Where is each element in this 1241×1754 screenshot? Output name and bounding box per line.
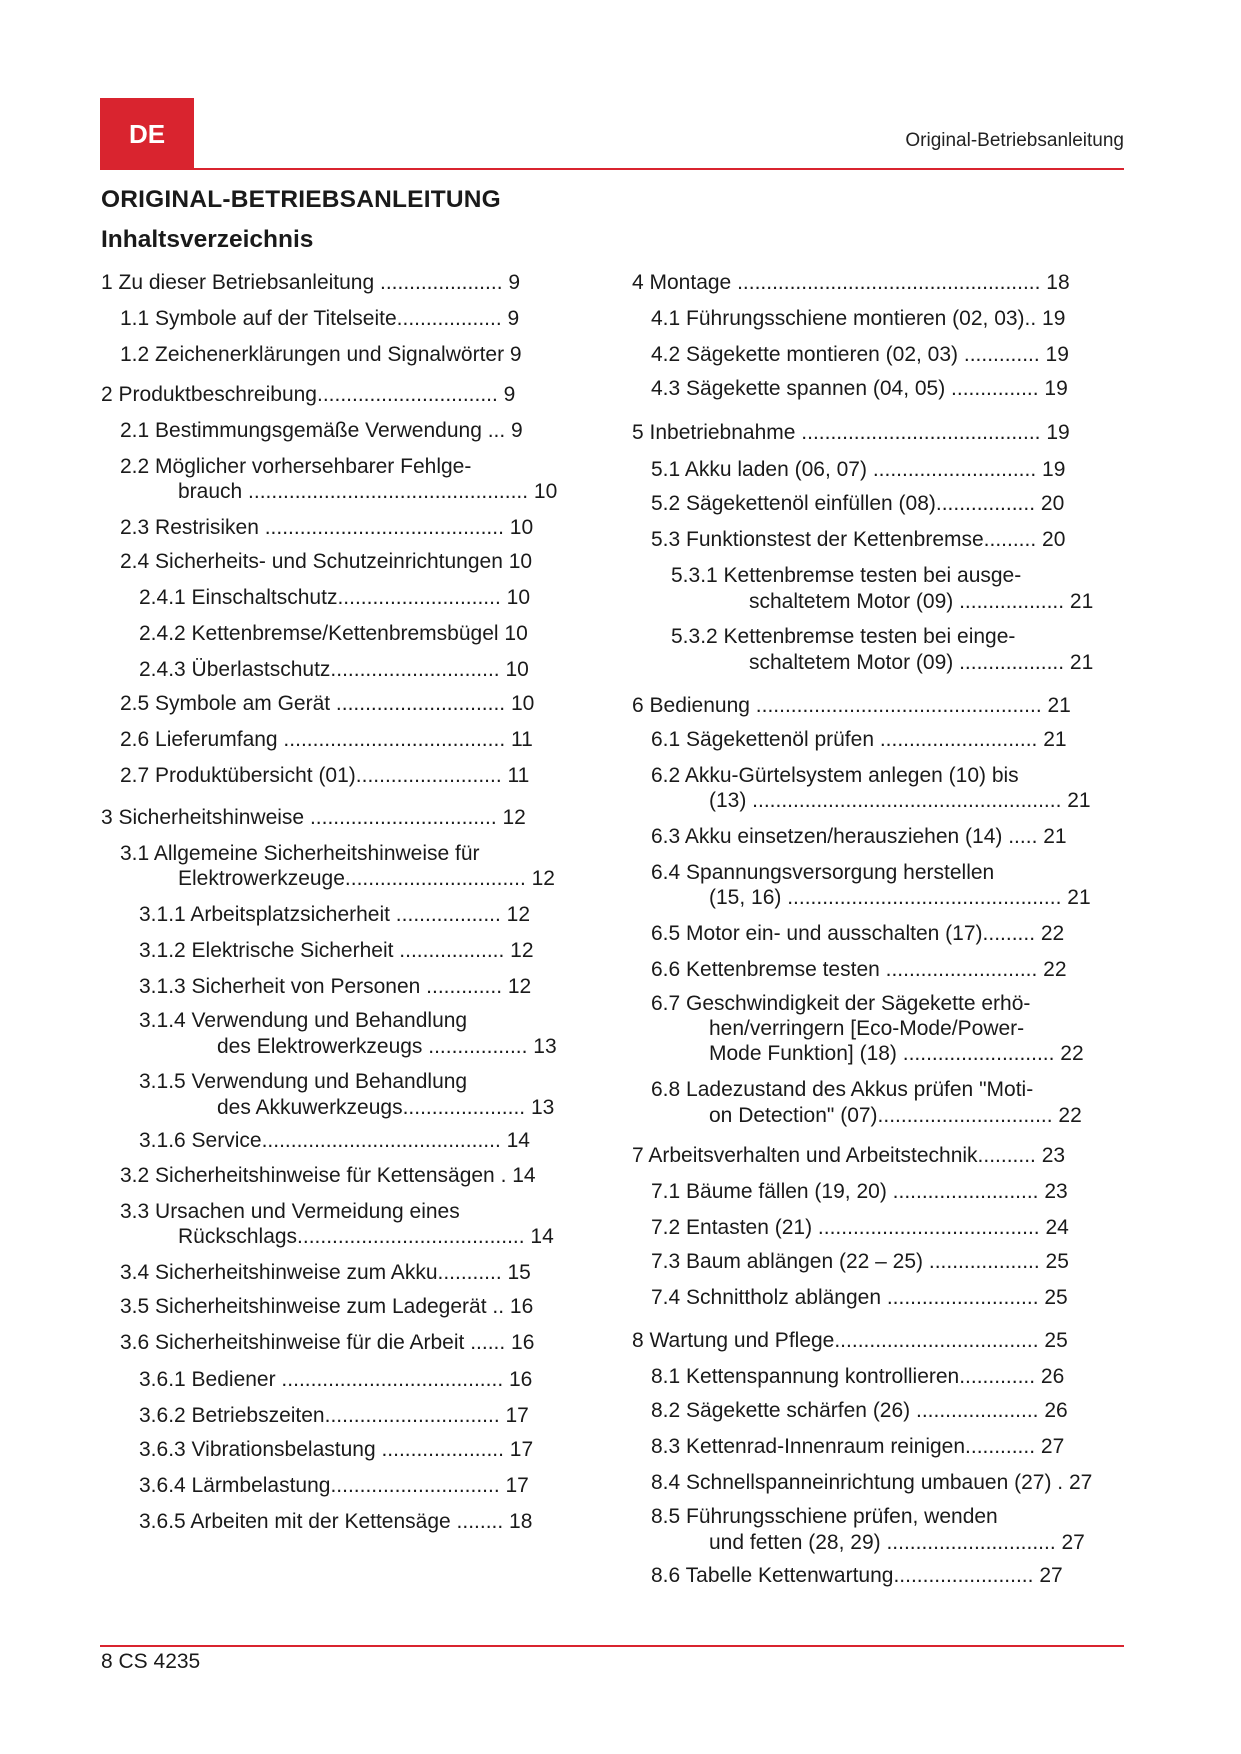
language-badge: DE [100,98,194,170]
toc-entry-continuation[interactable]: hen/verringern [Eco-Mode/Power- [709,1017,1025,1040]
toc-entry[interactable]: 3.6 Sicherheitshinweise für die Arbeit ...... 16 [120,1331,535,1354]
toc-entry-continuation[interactable]: und fetten (28, 29) ............................. 27 [709,1531,1085,1554]
toc-entry[interactable]: 2 Produktbeschreibung............................... 9 [101,383,516,406]
toc-entry[interactable]: 3.6.3 Vibrationsbelastung ..................... 17 [139,1438,534,1461]
document-title: ORIGINAL-BETRIEBSANLEITUNG [101,186,501,213]
toc-entry[interactable]: 7.2 Entasten (21) ...................................... 24 [651,1216,1069,1239]
footer-divider [100,1645,1124,1647]
toc-entry[interactable]: 1.2 Zeichenerklärungen und Signalwörter 9 [120,343,522,366]
toc-entry[interactable]: 6.8 Ladezustand des Akkus prüfen "Moti- [651,1078,1034,1101]
toc-entry[interactable]: 3.1.1 Arbeitsplatzsicherheit .................. 12 [139,903,531,926]
toc-entry-continuation[interactable]: des Elektrowerkzeugs ................. 13 [217,1035,557,1058]
toc-entry[interactable]: 5.3.2 Kettenbremse testen bei einge- [671,625,1016,648]
toc-entry[interactable]: 4.2 Sägekette montieren (02, 03) ............. 19 [651,343,1069,366]
toc-entry[interactable]: 6.4 Spannungsversorgung herstellen [651,861,995,884]
toc-entry[interactable]: 7.1 Bäume fällen (19, 20) ......................... 23 [651,1180,1068,1203]
toc-entry[interactable]: 5.3.1 Kettenbremse testen bei ausge- [671,564,1022,587]
toc-entry[interactable]: 7 Arbeitsverhalten und Arbeitstechnik.......... 23 [632,1144,1066,1167]
toc-entry[interactable]: 6.3 Akku einsetzen/herausziehen (14) ..... 21 [651,825,1067,848]
toc-entry[interactable]: 3.6.1 Bediener ...................................... 16 [139,1368,533,1391]
toc-entry[interactable]: 6 Bedienung ................................................. 21 [632,694,1071,717]
toc-entry[interactable]: 6.6 Kettenbremse testen .......................... 22 [651,958,1067,981]
toc-entry[interactable]: 2.4.1 Einschaltschutz............................ 10 [139,586,531,609]
toc-entry-continuation[interactable]: Rückschlags....................................... 14 [178,1225,554,1248]
page-footer-label: 8 CS 4235 [101,1650,201,1673]
toc-entry[interactable]: 2.4.3 Überlastschutz............................. 10 [139,658,529,681]
toc-entry[interactable]: 3.2 Sicherheitshinweise für Kettensägen . 14 [120,1164,536,1187]
toc-entry[interactable]: 7.4 Schnittholz ablängen .......................... 25 [651,1286,1068,1309]
toc-entry[interactable]: 6.7 Geschwindigkeit der Sägekette erhö- [651,992,1031,1015]
toc-entry[interactable]: 3.6.5 Arbeiten mit der Kettensäge ........ 18 [139,1510,533,1533]
toc-entry[interactable]: 8 Wartung und Pflege................................... 25 [632,1329,1068,1352]
toc-entry[interactable]: 5.3 Funktionstest der Kettenbremse......... 20 [651,528,1066,551]
toc-entry[interactable]: 1.1 Symbole auf der Titelseite.................. 9 [120,307,520,330]
toc-entry[interactable]: 8.1 Kettenspannung kontrollieren............. 26 [651,1365,1065,1388]
toc-entry[interactable]: 6.1 Sägekettenöl prüfen ........................... 21 [651,728,1067,751]
toc-entry[interactable]: 2.3 Restrisiken ......................................... 10 [120,516,534,539]
toc-entry[interactable]: 2.6 Lieferumfang ...................................... 11 [120,728,533,751]
toc-entry[interactable]: 6.5 Motor ein- und ausschalten (17)......... 22 [651,922,1065,945]
toc-entry[interactable]: 1 Zu dieser Betriebsanleitung ..................... 9 [101,271,521,294]
toc-entry-continuation[interactable]: Mode Funktion] (18) .......................... 22 [709,1042,1084,1065]
toc-entry[interactable]: 8.2 Sägekette schärfen (26) ..................... 26 [651,1399,1068,1422]
toc-entry[interactable]: 5 Inbetriebnahme ......................................... 19 [632,421,1070,444]
toc-entry[interactable]: 3.1.6 Service......................................... 14 [139,1129,530,1152]
toc-entry[interactable]: 2.7 Produktübersicht (01)......................... 11 [120,764,530,787]
toc-heading: Inhaltsverzeichnis [101,226,314,253]
header-divider [100,168,1124,170]
toc-entry[interactable]: 3.3 Ursachen und Vermeidung eines [120,1200,460,1223]
toc-entry[interactable]: 2.4.2 Kettenbremse/Kettenbremsbügel 10 [139,622,528,645]
toc-entry[interactable]: 3.1.5 Verwendung und Behandlung [139,1070,468,1093]
running-header-title: Original-Betriebsanleitung [905,130,1124,151]
toc-entry-continuation[interactable]: on Detection" (07).............................. 22 [709,1104,1082,1127]
toc-entry[interactable]: 4.3 Sägekette spannen (04, 05) ............... 19 [651,377,1068,400]
toc-entry[interactable]: 4.1 Führungsschiene montieren (02, 03).. 19 [651,307,1066,330]
toc-entry[interactable]: 2.5 Symbole am Gerät ............................. 10 [120,692,535,715]
toc-entry[interactable]: 4 Montage .................................................... 18 [632,271,1070,294]
toc-entry[interactable]: 8.6 Tabelle Kettenwartung........................ 27 [651,1564,1063,1587]
toc-entry[interactable]: 5.2 Sägekettenöl einfüllen (08)................. 20 [651,492,1065,515]
toc-entry[interactable]: 3.4 Sicherheitshinweise zum Akku........... 15 [120,1261,531,1284]
toc-entry[interactable]: 2.4 Sicherheits- und Schutzeinrichtungen 10 [120,550,533,573]
toc-entry-continuation[interactable]: brauch ................................................ 10 [178,480,558,503]
toc-entry[interactable]: 3.1.4 Verwendung und Behandlung [139,1009,468,1032]
toc-entry[interactable]: 3.6.4 Lärmbelastung............................. 17 [139,1474,529,1497]
toc-entry[interactable]: 3.1.2 Elektrische Sicherheit .................. 12 [139,939,534,962]
toc-entry-continuation[interactable]: (15, 16) ............................................... 21 [709,886,1091,909]
toc-entry[interactable]: 3.5 Sicherheitshinweise zum Ladegerät .. 16 [120,1295,534,1318]
toc-entry[interactable]: 2.1 Bestimmungsgemäße Verwendung ... 9 [120,419,523,442]
toc-entry-continuation[interactable]: (13) ..................................................... 21 [709,789,1091,812]
toc-entry-continuation[interactable]: schaltetem Motor (09) .................. 21 [749,651,1094,674]
toc-entry[interactable]: 8.3 Kettenrad-Innenraum reinigen............ 27 [651,1435,1065,1458]
toc-entry[interactable]: 2.2 Möglicher vorhersehbarer Fehlge- [120,455,472,478]
toc-entry[interactable]: 3.1.3 Sicherheit von Personen ............. 12 [139,975,532,998]
toc-entry[interactable]: 8.4 Schnellspanneinrichtung umbauen (27) . 27 [651,1471,1093,1494]
toc-entry-continuation[interactable]: Elektrowerkzeuge............................... 12 [178,867,555,890]
toc-entry-continuation[interactable]: des Akkuwerkzeugs..................... 13 [217,1096,555,1119]
toc-entry[interactable]: 3.6.2 Betriebszeiten.............................. 17 [139,1404,529,1427]
toc-entry-continuation[interactable]: schaltetem Motor (09) .................. 21 [749,590,1094,613]
toc-entry[interactable]: 5.1 Akku laden (06, 07) ............................ 19 [651,458,1066,481]
toc-entry[interactable]: 6.2 Akku-Gürtelsystem anlegen (10) bis [651,764,1019,787]
toc-entry[interactable]: 8.5 Führungsschiene prüfen, wenden [651,1505,998,1528]
toc-entry[interactable]: 3 Sicherheitshinweise ................................ 12 [101,806,526,829]
toc-entry[interactable]: 3.1 Allgemeine Sicherheitshinweise für [120,842,480,865]
toc-entry[interactable]: 7.3 Baum ablängen (22 – 25) ................... 25 [651,1250,1069,1273]
